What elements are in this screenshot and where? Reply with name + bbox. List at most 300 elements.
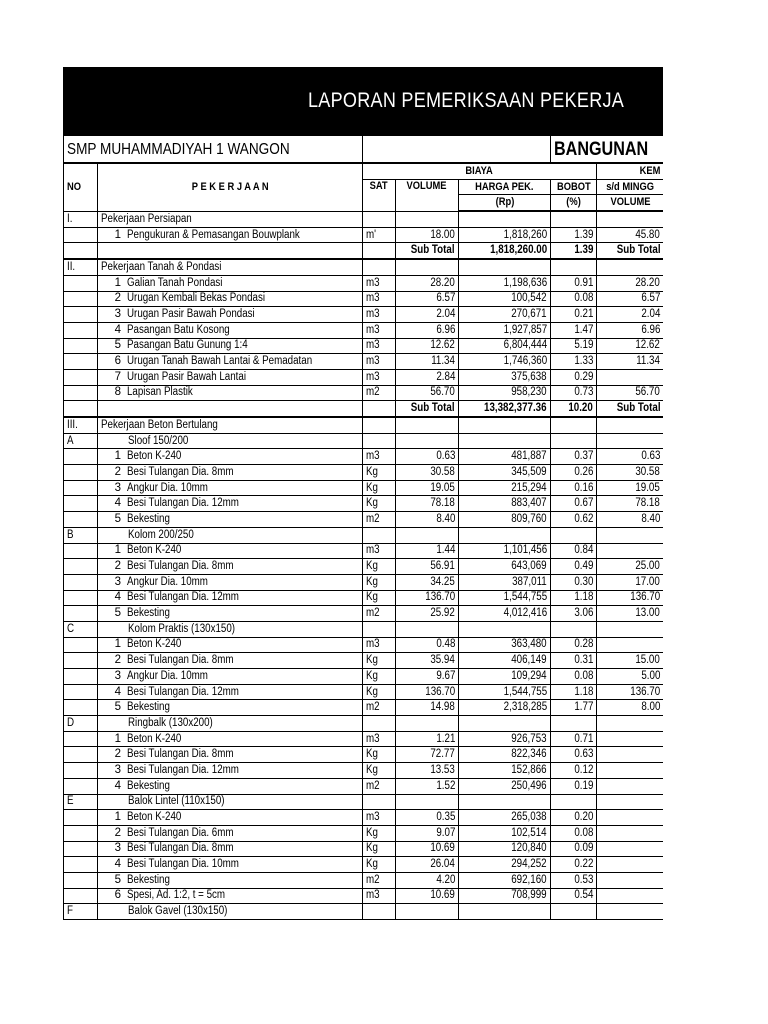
item-price: 270,671 bbox=[459, 307, 551, 323]
item-label: 5 Bekesting bbox=[98, 872, 363, 888]
item-volume: 0.35 bbox=[396, 810, 459, 826]
item-unit: Kg bbox=[363, 653, 396, 669]
item-row bbox=[64, 496, 664, 512]
empty-cell bbox=[64, 354, 98, 370]
item-price: 692,160 bbox=[459, 872, 551, 888]
subtotal-progress: Sub Total bbox=[597, 401, 663, 417]
empty-cell bbox=[64, 401, 98, 417]
item-volume: 4.20 bbox=[396, 872, 459, 888]
subtotal-row bbox=[64, 243, 664, 259]
item-weight: 1.33 bbox=[551, 354, 597, 370]
item-price: 406,149 bbox=[459, 653, 551, 669]
item-unit: m3 bbox=[363, 275, 396, 291]
empty-cell bbox=[459, 417, 551, 433]
empty-cell bbox=[597, 433, 663, 449]
item-progress-volume bbox=[597, 543, 663, 559]
item-unit: m3 bbox=[363, 307, 396, 323]
empty-cell bbox=[64, 684, 98, 700]
item-weight: 0.73 bbox=[551, 385, 597, 401]
item-unit: m3 bbox=[363, 354, 396, 370]
item-weight: 0.20 bbox=[551, 810, 597, 826]
item-weight: 1.77 bbox=[551, 700, 597, 716]
item-volume: 1.21 bbox=[396, 731, 459, 747]
section-number: III. bbox=[64, 417, 98, 433]
empty-cell bbox=[396, 433, 459, 449]
item-label: 2 Besi Tulangan Dia. 8mm bbox=[98, 559, 363, 575]
empty-cell bbox=[64, 825, 98, 841]
item-row bbox=[64, 465, 664, 481]
item-progress-volume: 8.40 bbox=[597, 512, 663, 528]
item-unit: m3 bbox=[363, 449, 396, 465]
empty-cell bbox=[363, 794, 396, 810]
group-letter: E bbox=[64, 794, 98, 810]
item-row bbox=[64, 354, 664, 370]
item-progress-volume bbox=[597, 731, 663, 747]
item-progress-volume: 6.57 bbox=[597, 291, 663, 307]
item-volume: 2.04 bbox=[396, 307, 459, 323]
section-row bbox=[64, 417, 664, 433]
item-progress-volume: 136.70 bbox=[597, 590, 663, 606]
item-price: 294,252 bbox=[459, 857, 551, 873]
item-volume: 35.94 bbox=[396, 653, 459, 669]
empty-cell bbox=[551, 904, 597, 920]
item-label: 3 Besi Tulangan Dia. 8mm bbox=[98, 841, 363, 857]
item-label: 3 Besi Tulangan Dia. 12mm bbox=[98, 763, 363, 779]
item-label: 4 Bekesting bbox=[98, 778, 363, 794]
item-row bbox=[64, 653, 664, 669]
empty-cell bbox=[64, 307, 98, 323]
bobot-header: BOBOT bbox=[551, 179, 597, 195]
item-volume: 0.63 bbox=[396, 449, 459, 465]
item-progress-volume: 25.00 bbox=[597, 559, 663, 575]
item-price: 1,101,456 bbox=[459, 543, 551, 559]
empty-cell bbox=[597, 417, 663, 433]
section-label: Pekerjaan Tanah & Pondasi bbox=[98, 259, 363, 275]
group-row bbox=[64, 433, 664, 449]
sd-minggu-header: s/d MINGG bbox=[597, 179, 663, 195]
item-row bbox=[64, 778, 664, 794]
item-progress-volume bbox=[597, 810, 663, 826]
item-progress-volume: 6.96 bbox=[597, 322, 663, 338]
empty-cell bbox=[551, 527, 597, 543]
item-price: 100,542 bbox=[459, 291, 551, 307]
item-label: 4 Besi Tulangan Dia. 10mm bbox=[98, 857, 363, 873]
report-title: LAPORAN PEMERIKSAAN PEKERJA bbox=[308, 89, 625, 112]
item-progress-volume bbox=[597, 637, 663, 653]
item-row bbox=[64, 700, 664, 716]
empty-cell bbox=[396, 211, 459, 227]
item-row bbox=[64, 810, 664, 826]
item-weight: 0.22 bbox=[551, 857, 597, 873]
empty-cell bbox=[459, 527, 551, 543]
item-progress-volume bbox=[597, 747, 663, 763]
empty-cell bbox=[98, 401, 363, 417]
empty-cell bbox=[597, 211, 663, 227]
item-row bbox=[64, 669, 664, 685]
item-progress-volume: 11.34 bbox=[597, 354, 663, 370]
item-label: 1 Beton K-240 bbox=[98, 810, 363, 826]
item-weight: 0.08 bbox=[551, 669, 597, 685]
item-row bbox=[64, 369, 664, 385]
subtotal-price: 13,382,377.36 bbox=[459, 401, 551, 417]
item-price: 1,818,260 bbox=[459, 227, 551, 243]
item-weight: 0.62 bbox=[551, 512, 597, 528]
item-weight: 0.12 bbox=[551, 763, 597, 779]
empty-cell bbox=[64, 449, 98, 465]
item-progress-volume bbox=[597, 841, 663, 857]
empty-cell bbox=[396, 794, 459, 810]
sat-header: SAT bbox=[363, 179, 396, 211]
group-letter: B bbox=[64, 527, 98, 543]
item-progress-volume: 0.63 bbox=[597, 449, 663, 465]
item-price: 345,509 bbox=[459, 465, 551, 481]
item-unit: m3 bbox=[363, 731, 396, 747]
item-price: 883,407 bbox=[459, 496, 551, 512]
item-price: 822,346 bbox=[459, 747, 551, 763]
empty-cell bbox=[64, 465, 98, 481]
item-volume: 11.34 bbox=[396, 354, 459, 370]
item-unit: m2 bbox=[363, 778, 396, 794]
item-unit: Kg bbox=[363, 669, 396, 685]
item-label: 1 Beton K-240 bbox=[98, 637, 363, 653]
item-unit: m3 bbox=[363, 637, 396, 653]
item-progress-volume bbox=[597, 825, 663, 841]
item-price: 1,198,636 bbox=[459, 275, 551, 291]
item-weight: 1.39 bbox=[551, 227, 597, 243]
item-label: 3 Angkur Dia. 10mm bbox=[98, 669, 363, 685]
item-progress-volume: 8.00 bbox=[597, 700, 663, 716]
item-label: 3 Angkur Dia. 10mm bbox=[98, 480, 363, 496]
item-label: 7 Urugan Pasir Bawah Lantai bbox=[98, 369, 363, 385]
item-progress-volume: 17.00 bbox=[597, 574, 663, 590]
subtotal-label: Sub Total bbox=[396, 243, 459, 259]
item-label: 2 Besi Tulangan Dia. 8mm bbox=[98, 653, 363, 669]
item-price: 215,294 bbox=[459, 480, 551, 496]
empty-cell bbox=[363, 259, 396, 275]
item-unit: m3 bbox=[363, 888, 396, 904]
item-unit: m2 bbox=[363, 700, 396, 716]
item-weight: 0.67 bbox=[551, 496, 597, 512]
item-label: 5 Bekesting bbox=[98, 606, 363, 622]
item-row bbox=[64, 857, 664, 873]
empty-cell bbox=[64, 369, 98, 385]
item-weight: 0.54 bbox=[551, 888, 597, 904]
item-volume: 1.44 bbox=[396, 543, 459, 559]
item-weight: 0.08 bbox=[551, 291, 597, 307]
empty-cell bbox=[64, 857, 98, 873]
item-label: 2 Besi Tulangan Dia. 8mm bbox=[98, 465, 363, 481]
empty-cell bbox=[64, 700, 98, 716]
item-label: 5 Pasangan Batu Gunung 1:4 bbox=[98, 338, 363, 354]
item-unit: m2 bbox=[363, 872, 396, 888]
item-weight: 0.53 bbox=[551, 872, 597, 888]
empty-cell bbox=[64, 559, 98, 575]
section-number: I. bbox=[64, 211, 98, 227]
item-row bbox=[64, 747, 664, 763]
item-volume: 25.92 bbox=[396, 606, 459, 622]
item-row bbox=[64, 763, 664, 779]
item-label: 1 Beton K-240 bbox=[98, 449, 363, 465]
item-unit: m3 bbox=[363, 338, 396, 354]
item-progress-volume bbox=[597, 888, 663, 904]
item-weight: 0.31 bbox=[551, 653, 597, 669]
harga-header: HARGA PEK. bbox=[459, 179, 551, 195]
item-row bbox=[64, 480, 664, 496]
empty-cell bbox=[597, 259, 663, 275]
empty-cell bbox=[64, 496, 98, 512]
empty-cell bbox=[64, 653, 98, 669]
item-row bbox=[64, 574, 664, 590]
item-price: 4,012,416 bbox=[459, 606, 551, 622]
no-header: NO bbox=[64, 163, 98, 211]
group-letter: D bbox=[64, 716, 98, 732]
empty-cell bbox=[64, 669, 98, 685]
empty-cell bbox=[64, 590, 98, 606]
item-price: 1,746,360 bbox=[459, 354, 551, 370]
item-progress-volume: 19.05 bbox=[597, 480, 663, 496]
item-progress-volume: 12.62 bbox=[597, 338, 663, 354]
item-row bbox=[64, 637, 664, 653]
empty-cell bbox=[64, 291, 98, 307]
item-row bbox=[64, 322, 664, 338]
item-price: 120,840 bbox=[459, 841, 551, 857]
empty-cell bbox=[64, 763, 98, 779]
item-label: 1 Pengukuran & Pemasangan Bouwplank bbox=[98, 227, 363, 243]
subtotal-weight: 1.39 bbox=[551, 243, 597, 259]
item-weight: 0.19 bbox=[551, 778, 597, 794]
section-label: Pekerjaan Beton Bertulang bbox=[98, 417, 363, 433]
empty-cell bbox=[459, 904, 551, 920]
empty-cell bbox=[64, 778, 98, 794]
item-row bbox=[64, 731, 664, 747]
group-label: Balok Lintel (110x150) bbox=[98, 794, 363, 810]
item-label: 4 Pasangan Batu Kosong bbox=[98, 322, 363, 338]
item-unit: Kg bbox=[363, 574, 396, 590]
item-volume: 19.05 bbox=[396, 480, 459, 496]
item-label: 6 Urugan Tanah Bawah Lantai & Pemadatan bbox=[98, 354, 363, 370]
subtotal-weight: 10.20 bbox=[551, 401, 597, 417]
subtotal-label: Sub Total bbox=[396, 401, 459, 417]
item-progress-volume: 78.18 bbox=[597, 496, 663, 512]
empty-cell bbox=[396, 621, 459, 637]
kem-header: KEM bbox=[597, 163, 663, 179]
item-price: 375,638 bbox=[459, 369, 551, 385]
item-weight: 0.37 bbox=[551, 449, 597, 465]
empty-cell bbox=[64, 322, 98, 338]
empty-cell bbox=[459, 794, 551, 810]
empty-cell bbox=[551, 433, 597, 449]
item-label: 1 Beton K-240 bbox=[98, 731, 363, 747]
item-weight: 0.63 bbox=[551, 747, 597, 763]
empty-cell bbox=[396, 259, 459, 275]
item-volume: 30.58 bbox=[396, 465, 459, 481]
empty-cell bbox=[459, 259, 551, 275]
group-label: Ringbalk (130x200) bbox=[98, 716, 363, 732]
section-number: II. bbox=[64, 259, 98, 275]
empty-cell bbox=[551, 417, 597, 433]
empty-cell bbox=[597, 527, 663, 543]
school-name: SMP MUHAMMADIYAH 1 WANGON bbox=[67, 140, 290, 158]
group-letter: F bbox=[64, 904, 98, 920]
item-label: 5 Bekesting bbox=[98, 512, 363, 528]
item-volume: 136.70 bbox=[396, 684, 459, 700]
item-volume: 136.70 bbox=[396, 590, 459, 606]
item-row bbox=[64, 307, 664, 323]
item-progress-volume: 45.80 bbox=[597, 227, 663, 243]
item-weight: 0.09 bbox=[551, 841, 597, 857]
item-volume: 78.18 bbox=[396, 496, 459, 512]
blank-cell bbox=[363, 136, 551, 164]
item-label: 2 Besi Tulangan Dia. 6mm bbox=[98, 825, 363, 841]
item-price: 2,318,285 bbox=[459, 700, 551, 716]
item-volume: 9.07 bbox=[396, 825, 459, 841]
item-price: 1,927,857 bbox=[459, 322, 551, 338]
item-row bbox=[64, 291, 664, 307]
item-volume: 28.20 bbox=[396, 275, 459, 291]
group-label: Kolom Praktis (130x150) bbox=[98, 621, 363, 637]
item-weight: 0.28 bbox=[551, 637, 597, 653]
item-weight: 0.30 bbox=[551, 574, 597, 590]
item-price: 926,753 bbox=[459, 731, 551, 747]
item-unit: m3 bbox=[363, 322, 396, 338]
header-school-row bbox=[64, 136, 664, 164]
section-row bbox=[64, 211, 664, 227]
empty-cell bbox=[551, 794, 597, 810]
item-price: 152,866 bbox=[459, 763, 551, 779]
item-label: 3 Urugan Pasir Bawah Pondasi bbox=[98, 307, 363, 323]
item-unit: Kg bbox=[363, 590, 396, 606]
item-price: 1,544,755 bbox=[459, 684, 551, 700]
item-weight: 0.29 bbox=[551, 369, 597, 385]
item-volume: 8.40 bbox=[396, 512, 459, 528]
item-weight: 0.84 bbox=[551, 543, 597, 559]
item-progress-volume bbox=[597, 872, 663, 888]
item-row bbox=[64, 338, 664, 354]
item-progress-volume: 2.04 bbox=[597, 307, 663, 323]
item-volume: 18.00 bbox=[396, 227, 459, 243]
item-weight: 0.49 bbox=[551, 559, 597, 575]
item-price: 809,760 bbox=[459, 512, 551, 528]
item-unit: m3 bbox=[363, 543, 396, 559]
item-unit: Kg bbox=[363, 480, 396, 496]
empty-cell bbox=[64, 574, 98, 590]
item-weight: 1.18 bbox=[551, 684, 597, 700]
item-label: 2 Urugan Kembali Bekas Pondasi bbox=[98, 291, 363, 307]
item-weight: 0.08 bbox=[551, 825, 597, 841]
item-row bbox=[64, 385, 664, 401]
empty-cell bbox=[597, 904, 663, 920]
item-label: 2 Besi Tulangan Dia. 8mm bbox=[98, 747, 363, 763]
item-volume: 56.91 bbox=[396, 559, 459, 575]
title-bar bbox=[63, 67, 663, 135]
item-row bbox=[64, 449, 664, 465]
item-unit: Kg bbox=[363, 825, 396, 841]
empty-cell bbox=[64, 810, 98, 826]
empty-cell bbox=[64, 747, 98, 763]
section-label: Pekerjaan Persiapan bbox=[98, 211, 363, 227]
item-row bbox=[64, 825, 664, 841]
item-progress-volume bbox=[597, 778, 663, 794]
item-price: 109,294 bbox=[459, 669, 551, 685]
item-volume: 6.96 bbox=[396, 322, 459, 338]
report-table bbox=[63, 135, 663, 920]
item-price: 643,069 bbox=[459, 559, 551, 575]
item-row bbox=[64, 559, 664, 575]
empty-cell bbox=[64, 275, 98, 291]
volume2-header: VOLUME bbox=[597, 195, 663, 211]
building-cell bbox=[551, 136, 663, 164]
empty-cell bbox=[363, 433, 396, 449]
item-unit: Kg bbox=[363, 841, 396, 857]
item-label: 5 Bekesting bbox=[98, 700, 363, 716]
empty-cell bbox=[64, 338, 98, 354]
item-row bbox=[64, 227, 664, 243]
item-row bbox=[64, 841, 664, 857]
item-price: 6,804,444 bbox=[459, 338, 551, 354]
empty-cell bbox=[64, 888, 98, 904]
item-unit: Kg bbox=[363, 559, 396, 575]
item-progress-volume: 30.58 bbox=[597, 465, 663, 481]
empty-cell bbox=[597, 794, 663, 810]
report-sheet bbox=[63, 67, 663, 920]
empty-cell bbox=[551, 621, 597, 637]
item-unit: m2 bbox=[363, 606, 396, 622]
item-row bbox=[64, 684, 664, 700]
item-price: 102,514 bbox=[459, 825, 551, 841]
item-price: 363,480 bbox=[459, 637, 551, 653]
item-price: 250,496 bbox=[459, 778, 551, 794]
item-price: 387,011 bbox=[459, 574, 551, 590]
pekerjaan-header: P E K E R J A A N bbox=[98, 163, 363, 211]
empty-cell bbox=[64, 841, 98, 857]
item-label: 4 Besi Tulangan Dia. 12mm bbox=[98, 684, 363, 700]
group-row bbox=[64, 716, 664, 732]
empty-cell bbox=[64, 731, 98, 747]
item-price: 481,887 bbox=[459, 449, 551, 465]
item-price: 958,230 bbox=[459, 385, 551, 401]
empty-cell bbox=[597, 621, 663, 637]
item-volume: 6.57 bbox=[396, 291, 459, 307]
item-progress-volume: 28.20 bbox=[597, 275, 663, 291]
item-progress-volume bbox=[597, 763, 663, 779]
item-label: 3 Angkur Dia. 10mm bbox=[98, 574, 363, 590]
empty-cell bbox=[363, 211, 396, 227]
item-volume: 13.53 bbox=[396, 763, 459, 779]
pct-header: (%) bbox=[551, 195, 597, 211]
group-row bbox=[64, 794, 664, 810]
item-volume: 34.25 bbox=[396, 574, 459, 590]
group-label: Kolom 200/250 bbox=[98, 527, 363, 543]
item-volume: 56.70 bbox=[396, 385, 459, 401]
item-unit: Kg bbox=[363, 857, 396, 873]
item-volume: 26.04 bbox=[396, 857, 459, 873]
item-weight: 1.18 bbox=[551, 590, 597, 606]
item-unit: Kg bbox=[363, 747, 396, 763]
item-weight: 3.06 bbox=[551, 606, 597, 622]
item-weight: 0.21 bbox=[551, 307, 597, 323]
group-label: Balok Gavel (130x150) bbox=[98, 904, 363, 920]
item-volume: 10.69 bbox=[396, 888, 459, 904]
empty-cell bbox=[64, 227, 98, 243]
item-label: 4 Besi Tulangan Dia. 12mm bbox=[98, 496, 363, 512]
subtotal-row bbox=[64, 401, 664, 417]
item-price: 265,038 bbox=[459, 810, 551, 826]
empty-cell bbox=[459, 211, 551, 227]
empty-cell bbox=[396, 716, 459, 732]
group-label: Sloof 150/200 bbox=[98, 433, 363, 449]
empty-cell bbox=[363, 243, 396, 259]
empty-cell bbox=[64, 543, 98, 559]
